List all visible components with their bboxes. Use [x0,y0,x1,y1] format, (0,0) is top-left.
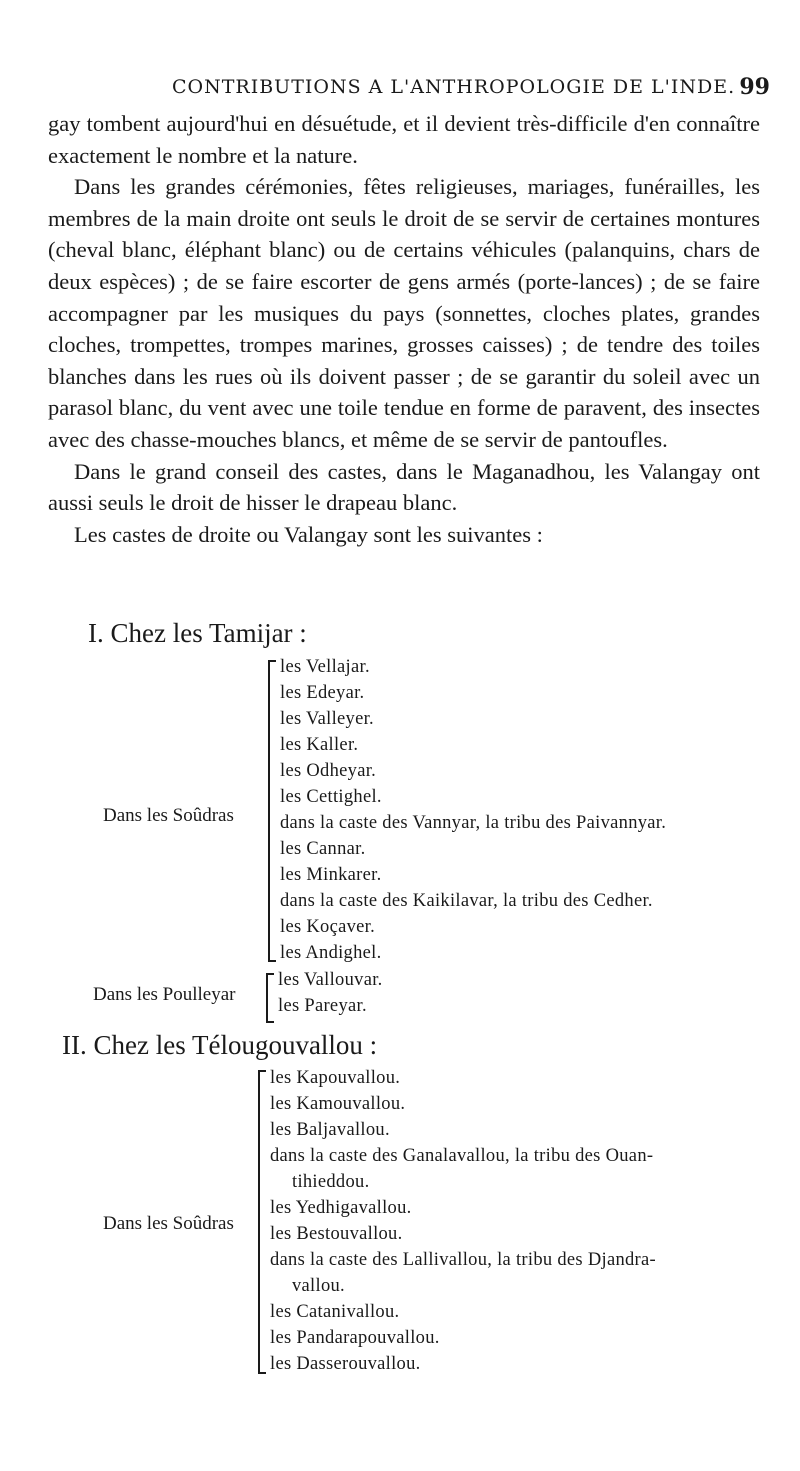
running-title: CONTRIBUTIONS A L'ANTHROPOLOGIE DE L'INDE. [172,76,736,98]
list-item: les Catanivallou. [270,1302,400,1322]
list-item: les Cannar. [280,839,366,859]
list-item: tihieddou. [292,1172,370,1192]
list-item: dans la caste des Kaikilavar, la tribu des Cedher. [280,891,653,911]
list-item: les Vellajar. [280,657,370,677]
list-item: les Andighel. [280,943,382,963]
list-item: les Valleyer. [280,709,374,729]
list-item: les Odheyar. [280,761,377,781]
paragraph: Dans le grand conseil des castes, dans le Maganadhou, les Valangay ont aussi seuls le droit de hisser le drapeau blanc. [48,458,760,516]
list-item: vallou. [292,1276,345,1296]
list-item: les Baljavallou. [270,1120,390,1140]
list-item: les Kapouvallou. [270,1068,401,1088]
group-label-soudras: Dans les Soûdras [103,805,234,826]
list-item: dans la caste des Vannyar, la tribu des Paivannyar. [280,813,667,833]
running-head [60,72,770,108]
paragraph: gay tombent aujourd'hui en désuétude, et il devient très-difficile d'en connaître exactement le nombre et la nature. [48,111,760,168]
list-item: les Dasserouvallou. [270,1354,421,1374]
list-item: les Kaller. [280,735,359,755]
paragraph: Les castes de droite ou Valangay sont les suivantes : [74,521,543,547]
section-heading-tamijar: I. Chez les Tamijar : [88,618,307,648]
body-text [48,108,760,550]
list-item: les Pandarapouvallou. [270,1328,440,1348]
list-item: les Minkarer. [280,865,382,885]
group-label-poulleyar: Dans les Poulleyar [93,984,236,1005]
paragraph: Dans les grandes cérémonies, fêtes religieuses, mariages, funérailles, les membres de la main droite ont seuls le droit de se servir de certaines montures (cheval blanc, éléphant blanc) ou de certains véhicules (palanquins, chars de deux espèces) ; de se faire escorter de gens armés (porte-lances) ; de se faire accompagner par les musiques du pays (sonnettes, cloches plates, grandes cloches, trompettes, trompes marines, grosses caisses) ; de tendre des toiles blanches dans les rues où ils doivent passer ; de se garantir du soleil avec un parasol blanc, du vent avec une toile tendue en forme de paravent, des insectes avec des chasse-mouches blancs, et même de se servir de pantoufles. [48,174,760,452]
list-item: les Edeyar. [280,683,365,703]
list-item: les Bestouvallou. [270,1224,403,1244]
list-item: les Yedhigavallou. [270,1198,412,1218]
list-item: les Cettighel. [280,787,382,807]
group-label-soudras: Dans les Soûdras [103,1213,234,1234]
page-number: 99 [739,74,770,100]
list-item: dans la caste des Ganalavallou, la tribu des Ouan- [270,1146,654,1166]
list-item: dans la caste des Lallivallou, la tribu des Djandra- [270,1250,656,1270]
list-item: les Koçaver. [280,917,376,937]
list-item: les Pareyar. [278,996,367,1016]
list-item: les Vallouvar. [278,970,383,990]
section-heading-telougouvallou: II. Chez les Télougouvallou : [62,1030,378,1060]
list-item: les Kamouvallou. [270,1094,406,1114]
